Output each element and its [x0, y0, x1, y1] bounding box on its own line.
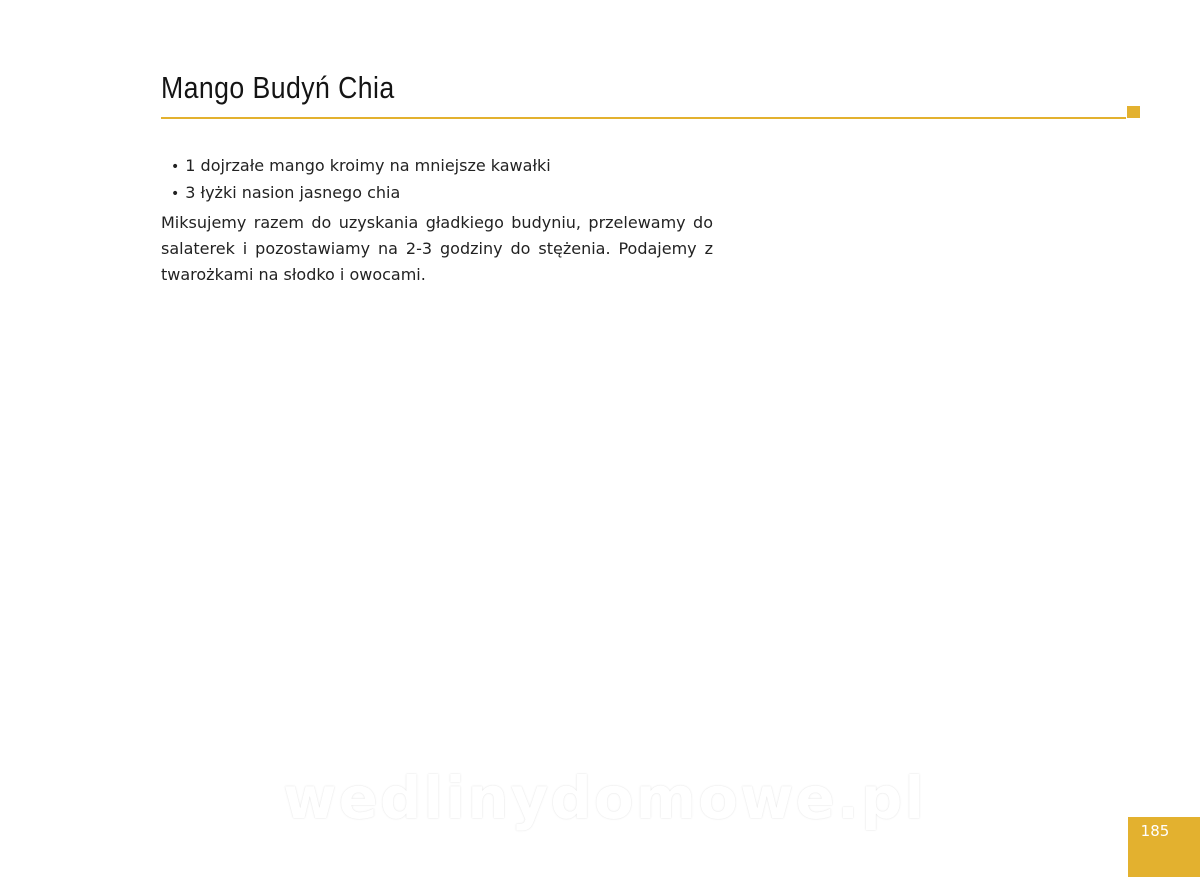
title-underline	[161, 117, 1126, 119]
ingredient-text: 1 dojrzałe mango kroimy na mniejsze kawałki	[185, 156, 551, 175]
page-number-badge	[1128, 817, 1200, 877]
underline-end-square	[1127, 106, 1140, 118]
ingredient-list	[171, 153, 551, 207]
list-item	[171, 180, 551, 207]
bullet-icon: •	[171, 186, 180, 202]
watermark: wedlinydomowe.pl	[283, 764, 927, 832]
list-item	[171, 153, 551, 180]
instructions-paragraph: Miksujemy razem do uzyskania gładkiego budyniu, przelewamy do salaterek i pozostawiamy na 2-3 godziny do stężenia. Podajemy z twarożkami na słodko i owocami.	[161, 213, 713, 284]
page-title: Mango Budyń Chia	[161, 70, 395, 105]
bullet-icon: •	[171, 159, 180, 175]
page-number: 185	[1140, 822, 1170, 840]
ingredient-text: 3 łyżki nasion jasnego chia	[185, 183, 401, 202]
